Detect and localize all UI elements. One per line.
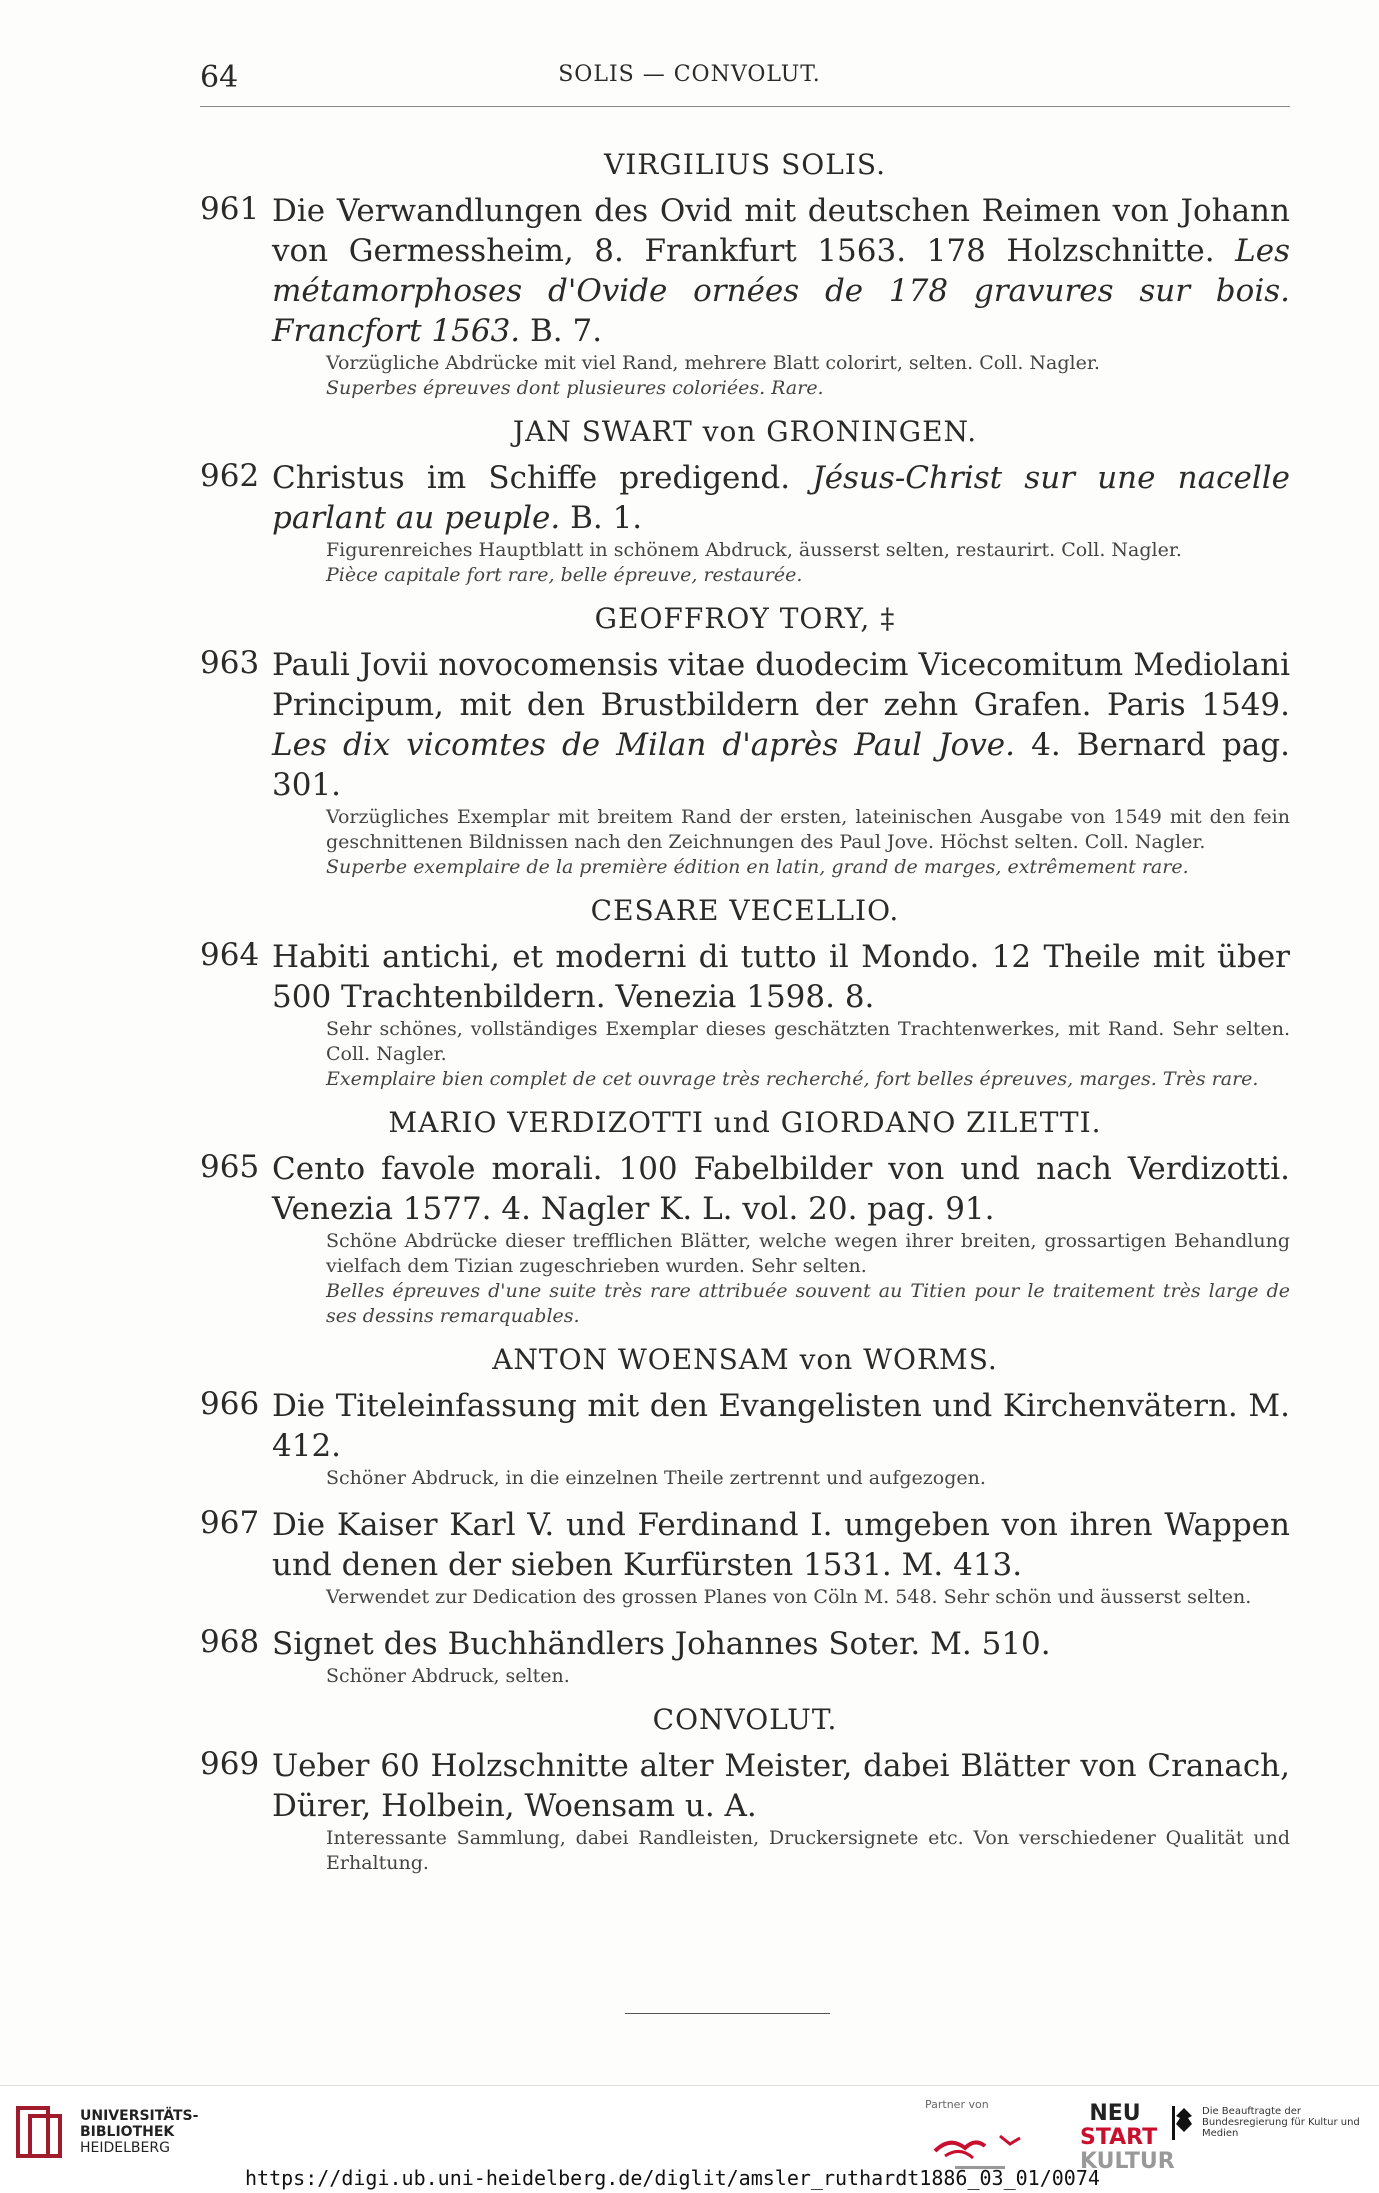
partner-label: Partner von bbox=[925, 2098, 989, 2111]
entry-note-de: Schöner Abdruck, selten. bbox=[326, 1665, 570, 1687]
entry-note-fr: Superbes épreuves dont plusieures coloriées. Rare. bbox=[326, 377, 824, 399]
running-title: SOLIS — CONVOLUT. bbox=[558, 62, 821, 87]
entry-number: 968 bbox=[200, 1624, 260, 1660]
section-heading-vecellio: CESARE VECELLIO. bbox=[590, 894, 900, 927]
entry-title: Ueber 60 Holzschnitte alter Meister, dabei Blätter von Cranach, Dürer, Holbein, Woensam u. A. bbox=[272, 1748, 1290, 1824]
entry-title: Die Verwandlungen des Ovid mit deutschen Reimen von Johann von Germessheim, 8. Frankfurt 1563. 178 Holzschnitte. Les métamorphoses d'Ovide ornées de 178 gravures sur bois. Francfort 1563. B. 7. bbox=[272, 193, 1291, 349]
entry-note-fr: Superbe exemplaire de la première édition en latin, grand de marges, extrêmement rare. bbox=[326, 856, 1189, 878]
entry-note-de: Figurenreiches Hauptblatt in schönem Abdruck, äusserst selten, restaurirt. Coll. Nagler. bbox=[326, 539, 1182, 561]
entry-number: 966 bbox=[200, 1386, 260, 1422]
entry-title: Die Kaiser Karl V. und Ferdinand I. umgeben von ihren Wappen und denen der sieben Kurfürsten 1531. M. 413. bbox=[272, 1507, 1290, 1583]
catalogue-entry-968 bbox=[200, 1624, 1290, 1689]
entry-title: Cento favole morali. 100 Fabelbilder von und nach Verdizotti. Venezia 1577. 4. Nagler K. L. vol. 20. pag. 91. bbox=[272, 1151, 1290, 1227]
catalogue-entry-963 bbox=[200, 645, 1290, 880]
library-name[interactable]: UNIVERSITÄTS- BIBLIOTHEK HEIDELBERG bbox=[80, 2108, 199, 2156]
entry-number: 964 bbox=[200, 937, 260, 973]
end-rule bbox=[625, 2013, 830, 2014]
section-heading-tory: GEOFFROY TORY, ‡ bbox=[594, 602, 896, 635]
entry-number: 963 bbox=[200, 645, 260, 681]
catalogue-entry-969 bbox=[200, 1746, 1290, 1876]
catalogue-entry-961 bbox=[200, 191, 1290, 401]
section-heading-convolut: CONVOLUT. bbox=[652, 1703, 838, 1736]
catalogue-entry-962 bbox=[200, 458, 1290, 588]
catalogue-entry-965 bbox=[200, 1149, 1290, 1329]
entry-number: 961 bbox=[200, 191, 260, 227]
entry-note-de: Sehr schönes, vollständiges Exemplar dieses geschätzten Trachtenwerkes, mit Rand. Sehr selten. Coll. Nagler. bbox=[326, 1018, 1290, 1065]
entry-note-de: Vorzügliche Abdrücke mit viel Rand, mehrere Blatt colorirt, selten. Coll. Nagler. bbox=[326, 352, 1100, 374]
double-cross-mark: ‡ bbox=[880, 602, 896, 635]
federal-government-logo[interactable]: Die Beauftragte der Bundesregierung für Kultur und Medien bbox=[1172, 2106, 1362, 2166]
entry-note-de: Schöner Abdruck, in die einzelnen Theile zertrennt und aufgezogen. bbox=[326, 1467, 986, 1489]
page-url[interactable]: https://digi.ub.uni-heidelberg.de/diglit/amsler_ruthardt1886_03_01/0074 bbox=[245, 2166, 1100, 2190]
catalogue-entry-966 bbox=[200, 1386, 1290, 1491]
entry-number: 969 bbox=[200, 1746, 260, 1782]
section-heading-woensam: ANTON WOENSAM von WORMS. bbox=[492, 1343, 998, 1376]
entry-note-fr: Belles épreuves d'une suite très rare attribuée souvent au Titien pour le traitement très large de ses dessins remarquables. bbox=[326, 1280, 1290, 1327]
entry-title: Christus im Schiffe predigend. Jésus-Christ sur une nacelle parlant au peuple. B. 1. bbox=[272, 460, 1291, 536]
entry-number: 965 bbox=[200, 1149, 260, 1185]
entry-number: 967 bbox=[200, 1505, 260, 1541]
entry-title: Habiti antichi, et moderni di tutto il Mondo. 12 Theile mit über 500 Trachtenbildern. Venezia 1598. 8. bbox=[272, 939, 1290, 1015]
header-rule bbox=[200, 106, 1290, 107]
entry-title: Pauli Jovii novocomensis vitae duodecim Vicecomitum Mediolani Principum, mit den Brustbildern der zehn Grafen. Paris 1549. Les dix vicomtes de Milan d'après Paul Jove. 4. Bernard pag. 301. bbox=[272, 647, 1290, 803]
entry-note-fr: Exemplaire bien complet de cet ouvrage très recherché, fort belles épreuves, marges. Très rare. bbox=[326, 1068, 1259, 1090]
viewer-footer bbox=[0, 2085, 1379, 2193]
page-number: 64 bbox=[200, 60, 239, 95]
section-heading-solis: VIRGILIUS SOLIS. bbox=[604, 148, 886, 181]
neustart-kultur-logo[interactable]: NEU START KULTUR bbox=[1080, 2101, 1175, 2174]
entry-note-de: Vorzügliches Exemplar mit breitem Rand der ersten, lateinischen Ausgabe von 1549 mit den fein geschnittenen Bildnissen nach den Zeichnungen des Paul Jove. Höchst selten. Coll. Nagler. bbox=[326, 806, 1290, 853]
entry-note-de: Interessante Sammlung, dabei Randleisten, Druckersignete etc. Von verschiedener Qualität und Erhaltung. bbox=[326, 1827, 1290, 1874]
section-heading-swart: JAN SWART von GRONINGEN. bbox=[512, 415, 978, 448]
catalogue-content bbox=[200, 140, 1290, 1890]
section-heading-verdizotti: MARIO VERDIZOTTI und GIORDANO ZILETTI. bbox=[388, 1106, 1102, 1139]
entry-title: Die Titeleinfassung mit den Evangelisten und Kirchenvätern. M. 412. bbox=[272, 1388, 1290, 1464]
entry-number: 962 bbox=[200, 458, 260, 494]
entry-note-de: Verwendet zur Dedication des grossen Planes von Cöln M. 548. Sehr schön und äusserst selten. bbox=[326, 1586, 1252, 1608]
catalogue-entry-967 bbox=[200, 1505, 1290, 1610]
entry-note-de: Schöne Abdrücke dieser trefflichen Blätter, welche wegen ihrer breiten, grossartigen Behandlung vielfach dem Tizian zugeschrieben wurden. Sehr selten. bbox=[326, 1230, 1290, 1277]
catalogue-entry-964 bbox=[200, 937, 1290, 1092]
university-library-logo[interactable] bbox=[14, 2104, 70, 2160]
entry-title: Signet des Buchhändlers Johannes Soter. M. 510. bbox=[272, 1626, 1051, 1662]
entry-note-fr: Pièce capitale fort rare, belle épreuve, restaurée. bbox=[326, 564, 803, 586]
eagle-icon bbox=[1172, 2106, 1196, 2134]
